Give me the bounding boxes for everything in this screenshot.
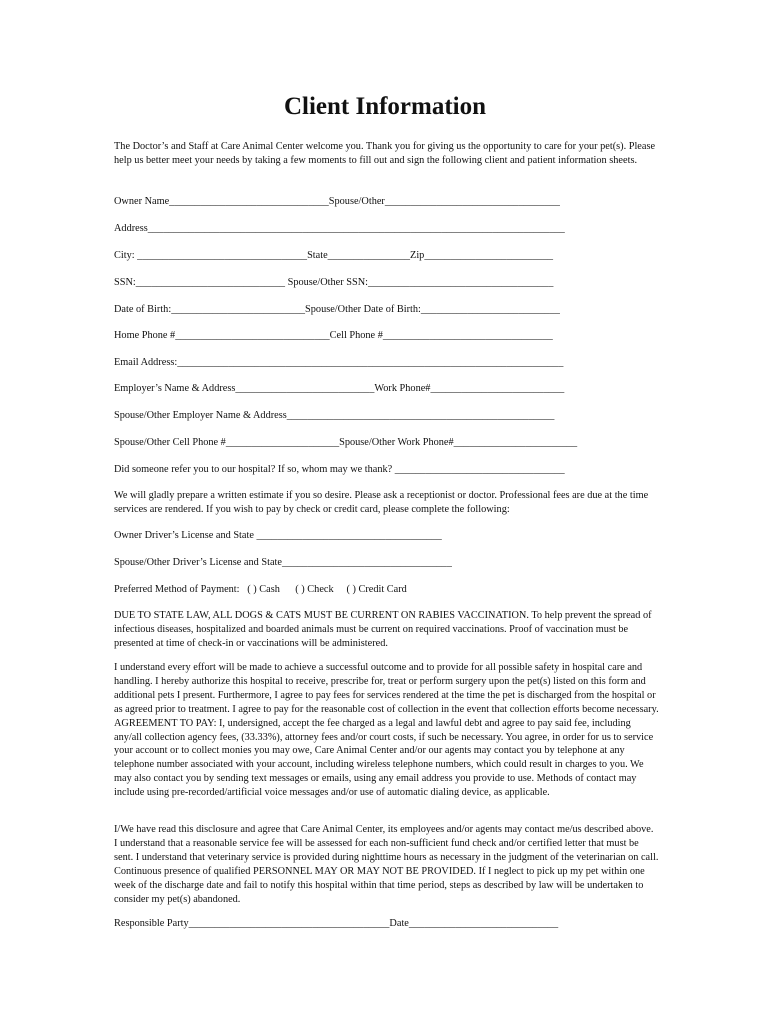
rabies-paragraph: DUE TO STATE LAW, ALL DOGS & CATS MUST BE CURRENT ON RABIES VACCINATION. To help prevent the spread of infectious diseases, hospitalized and boarded animals must be current on required vaccinations. Proof of vaccination must be presented at time of check-in or vaccinations will be administered. (114, 610, 652, 649)
spouse-phone-field[interactable]: Spouse/Other Cell Phone #______________________Spouse/Other Work Phone#________________________ (114, 437, 578, 448)
disclosure-paragraph: I/We have read this disclosure and agree that Care Animal Center, its employees and/or agents may contact me/us described above. I understand that a reasonable service fee will be assessed for each non-sufficient fund check and/or certified letter that must be sent. I understand that veterinary service is provided during nighttime hours as necessary in the judgment of the veterinarian on call. Continuous presence of qualified PERSONNEL MAY OR MAY NOT BE PROVIDED. If I neglect to pick up my pet within one week of the discharge date and fail to notify this hospital within that time period, steps as described by law will be undertaken to consider my pet(s) abandoned. (114, 824, 659, 905)
date-of-birth-field[interactable]: Date of Birth:__________________________Spouse/Other Date of Birth:___________________________ (114, 304, 560, 315)
phone-field[interactable]: Home Phone #______________________________Cell Phone #_________________________________ (114, 330, 553, 341)
page-title: Client Information (283, 93, 487, 120)
agreement-paragraph: I understand every effort will be made to achieve a successful outcome and to provide for all possible safety in hospital care and handling. I hereby authorize this hospital to receive, prescribe for, treat or perform surgery upon the pet(s) listed on this form and additional pets I present. Furthermore, I agree to pay fees for services rendered at the time the pet is discharged from the hospital or as agreed prior to treatment. I agree to pay for the reasonable cost of collection in the event that collection efforts become necessary. AGREEMENT TO PAY: I, undersigned, accept the fee charged as a legal and lawful debt and agree to pay said fee, including any/all collection agency fees, (33.33%), attorney fees and/or court costs, if such be necessary. You agree, in order for us to service your account or to collect monies you may owe, Care Animal Center and/or our agents may contact you by telephone at any telephone number associated with your account, including wireless telephone numbers, which could result in charges to you. We may also contact you by sending text messages or emails, using any email address you provide to use. Methods of contact may include using pre-recorded/artificial voice messages and/or use of automatic dialing device, as applicable. (114, 662, 659, 799)
owner-license-field[interactable]: Owner Driver’s License and State ____________________________________ (114, 530, 442, 541)
address-field[interactable]: Address_________________________________________________________________________________ (114, 223, 565, 234)
email-field[interactable]: Email Address:___________________________________________________________________________ (114, 357, 564, 368)
city-state-zip-field[interactable]: City: _________________________________State________________Zip_________________________ (114, 250, 554, 261)
spouse-employer-field[interactable]: Spouse/Other Employer Name & Address____________________________________________________ (114, 410, 555, 421)
estimate-paragraph: We will gladly prepare a written estimate if you so desire. Please ask a receptionist or doctor. Professional fees are due at the time services are rendered. If you wish to pay by check or credit card, please complete the following: (114, 490, 649, 515)
ssn-field[interactable]: SSN:_____________________________ Spouse/Other SSN:____________________________________ (114, 277, 554, 288)
referral-field[interactable]: Did someone refer you to our hospital? If so, whom may we thank? _________________________________ (114, 464, 565, 475)
owner-name-field[interactable]: Owner Name_______________________________Spouse/Other__________________________________ (114, 196, 560, 207)
employer-field[interactable]: Employer’s Name & Address___________________________Work Phone#__________________________ (114, 383, 565, 394)
intro-paragraph: The Doctor’s and Staff at Care Animal Center welcome you. Thank you for giving us the opportunity to care for your pet(s). Please help us better meet your needs by taking a few moments to fill out and sign the following client and patient information sheets. (114, 141, 656, 166)
payment-method-options[interactable]: Preferred Method of Payment: ( ) Cash ( ) Check ( ) Credit Card (114, 584, 407, 595)
spouse-license-field[interactable]: Spouse/Other Driver’s License and State_________________________________ (114, 557, 452, 568)
signature-date-field[interactable]: Responsible Party_______________________________________Date_____________________________ (114, 918, 559, 929)
